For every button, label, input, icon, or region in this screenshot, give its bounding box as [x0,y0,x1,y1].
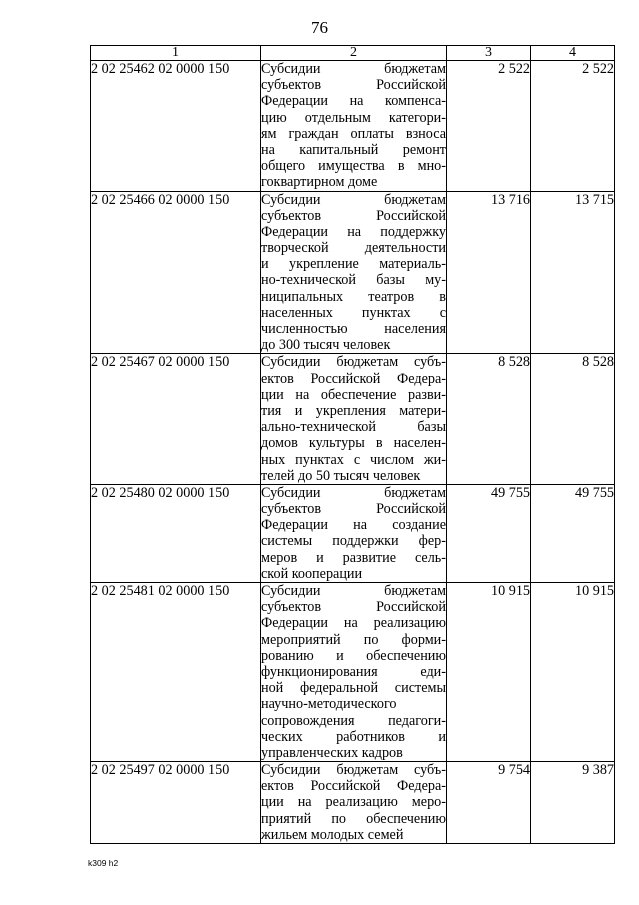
column-header-4: 4 [531,46,615,61]
description-line: ектов Российской Федера- [261,370,446,387]
budget-code-cell: 2 02 25480 02 0000 150 [91,484,261,582]
table-row [91,583,615,762]
description-line: научно-методического [261,696,397,713]
budget-table [90,45,615,844]
description-cell [261,191,447,354]
description-line: Федерации на реализацию [261,615,446,632]
description-line: ям граждан оплаты взноса [261,125,446,142]
description-line: гоквартирном доме [261,174,378,191]
table-row [91,484,615,582]
description-line: рованию и обеспечению [261,647,446,664]
description-line: сопровождения педагоги- [261,712,446,729]
description-line: домов культуры в населен- [261,435,446,452]
amount-col4-cell: 2 522 [531,61,615,192]
description-line: Субсидии бюджетам субъ- [261,762,446,779]
description-cell [261,354,447,485]
description-line: ниципальных театров в [261,288,446,305]
amount-col3-cell: 10 915 [447,583,531,762]
budget-code-cell: 2 02 25497 02 0000 150 [91,762,261,844]
description-line: на капитальный ремонт [261,141,446,158]
description-cell [261,762,447,844]
description-line: творческой деятельности [261,240,446,257]
description-cell [261,583,447,762]
column-header-3: 3 [447,46,531,61]
description-line: Федерации на компенса- [261,93,446,110]
description-line: тия и укрепления матери- [261,402,446,419]
description-line: ской кооперации [261,565,363,582]
description-line: Субсидии бюджетам [261,484,446,501]
budget-code-cell: 2 02 25467 02 0000 150 [91,354,261,485]
description-line: цию отдельным категори- [261,109,446,126]
description-line: и укрепление материаль- [261,256,446,273]
description-line: Субсидии бюджетам [261,61,446,77]
footer-code: k309 h2 [88,858,119,868]
column-header-1: 1 [91,46,261,61]
description-line: но-технической базы му- [261,272,446,289]
description-line: Субсидии бюджетам субъ- [261,354,446,371]
description-line: ческих работников и [261,728,446,745]
amount-col4-cell: 10 915 [531,583,615,762]
amount-col3-cell: 2 522 [447,61,531,192]
table-row [91,61,615,192]
description-line: субъектов Российской [261,207,446,224]
description-line: Федерации на создание [261,517,446,534]
description-line: ции на обеспечение разви- [261,386,446,403]
description-line: субъектов Российской [261,599,446,616]
amount-col3-cell: 9 754 [447,762,531,844]
table-body [91,61,615,844]
description-line: системы поддержки фер- [261,533,446,550]
description-line: общего имущества в мно- [261,158,446,175]
description-cell [261,484,447,582]
amount-col3-cell: 13 716 [447,191,531,354]
description-line: ектов Российской Федера- [261,778,446,795]
description-line: мероприятий по форми- [261,631,446,648]
budget-code-cell: 2 02 25466 02 0000 150 [91,191,261,354]
description-line: ции на реализацию меро- [261,794,446,811]
table-row [91,762,615,844]
description-line: управленческих кадров [261,744,403,761]
description-line: функционирования еди- [261,663,446,680]
description-cell [261,61,447,192]
budget-code-cell: 2 02 25462 02 0000 150 [91,61,261,192]
description-line: ально-технической базы [261,419,446,436]
description-line: Субсидии бюджетам [261,191,446,208]
description-line: меров и развитие сель- [261,549,446,566]
column-header-2: 2 [261,46,447,61]
description-line: субъектов Российской [261,501,446,518]
table-row [91,191,615,354]
table-row [91,354,615,485]
description-line: жильем молодых семей [261,826,404,843]
description-line: Федерации на поддержку [261,223,446,240]
amount-col3-cell: 8 528 [447,354,531,485]
amount-col4-cell: 8 528 [531,354,615,485]
description-line: численностью населения [261,321,446,337]
amount-col3-cell: 49 755 [447,484,531,582]
amount-col4-cell: 13 715 [531,191,615,354]
description-line: ной федеральной системы [261,680,446,697]
budget-code-cell: 2 02 25481 02 0000 150 [91,583,261,762]
header-row [91,46,615,61]
description-line: субъектов Российской [261,77,446,94]
description-line: приятий по обеспечению [261,810,446,827]
description-line: телей до 50 тысяч человек [261,467,421,484]
amount-col4-cell: 9 387 [531,762,615,844]
description-line: до 300 тысяч человек [261,337,391,354]
description-line: ных пунктах с числом жи- [261,451,446,468]
page-number: 76 [311,18,328,37]
amount-col4-cell: 49 755 [531,484,615,582]
description-line: Субсидии бюджетам [261,583,446,599]
description-line: населенных пунктах с [261,304,446,321]
